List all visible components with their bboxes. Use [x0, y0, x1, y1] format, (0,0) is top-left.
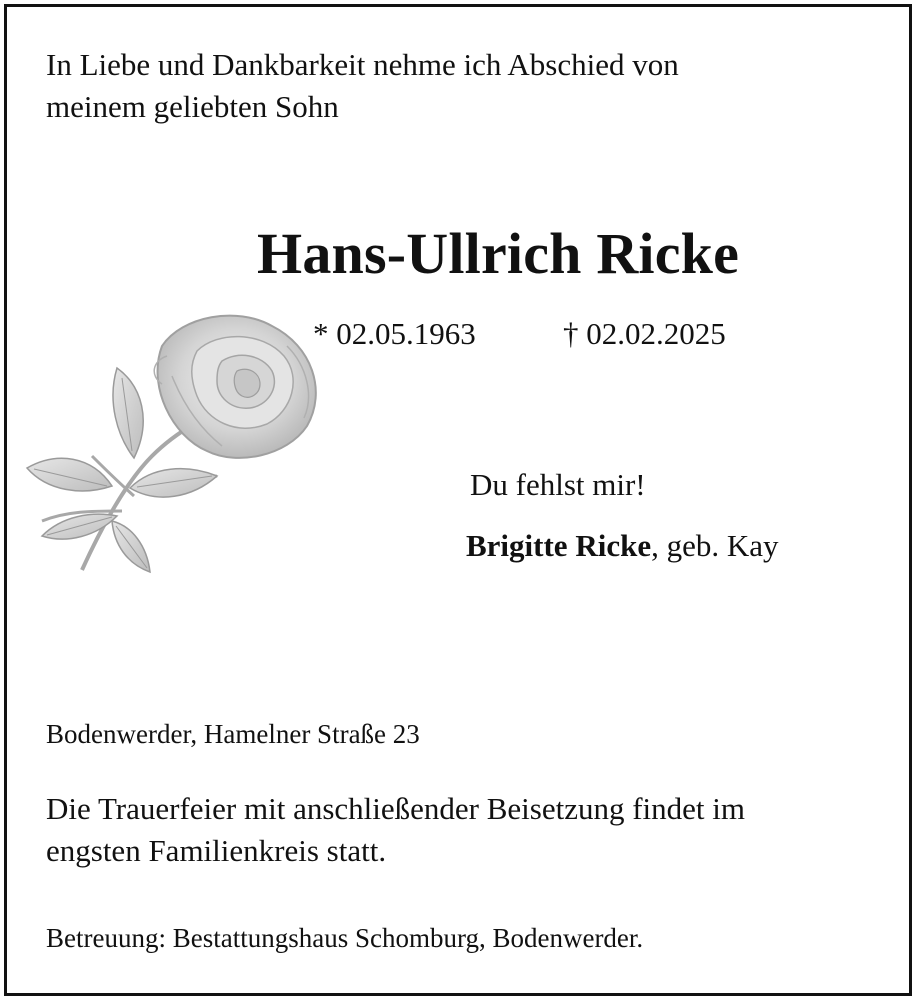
signer-line: [466, 526, 778, 566]
intro-text: [46, 44, 846, 128]
intro-line-1: In Liebe und Dankbarkeit nehme ich Abschied von: [46, 47, 679, 82]
funeral-home-line: Betreuung: Bestattungshaus Schomburg, Bodenwerder.: [46, 923, 644, 953]
farewell-message: Du fehlst mir!: [470, 467, 646, 502]
death-date: † 02.02.2025: [563, 316, 726, 351]
signer-name: Brigitte Ricke: [466, 528, 652, 563]
signer-suffix: , geb. Kay: [651, 528, 779, 563]
rose-icon: [22, 306, 352, 576]
ceremony-text: [46, 788, 896, 872]
ceremony-line-1: Die Trauerfeier mit anschließender Beisetzung findet im: [46, 791, 746, 826]
deceased-name: Hans-Ullrich Ricke: [257, 221, 740, 286]
address-line: Bodenwerder, Hamelner Straße 23: [46, 719, 420, 749]
birth-date: * 02.05.1963: [313, 316, 476, 351]
intro-line-2: meinem geliebten Sohn: [46, 89, 339, 124]
ceremony-line-2: engsten Familienkreis statt.: [46, 833, 387, 868]
